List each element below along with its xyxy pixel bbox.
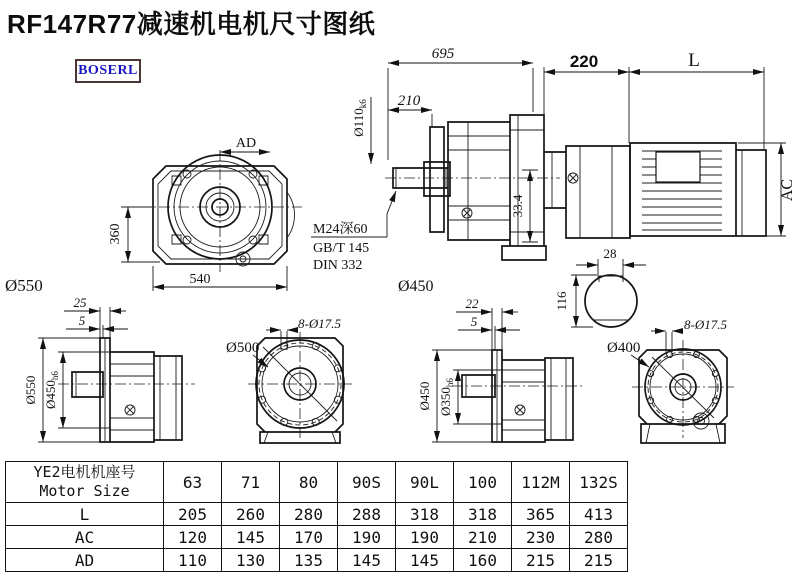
dim-210: 210 [397,93,421,109]
dim-dia450: Ø450 [417,381,432,411]
shaft-section-circle [585,275,637,327]
flange-inner-details [158,171,295,259]
dim-334: 33.4 [510,194,525,218]
label-dia550: Ø550 [5,276,43,295]
bolt-hole [249,236,257,244]
column-header: 112M [512,462,570,503]
ext-lines-bolt-hole [666,332,672,352]
table-row [6,503,628,526]
table-cell: 318 [454,503,512,526]
dim-695: 695 [431,46,455,62]
motor-nameplate [656,152,700,182]
header-en: Motor Size [39,482,130,500]
table-cell: 260 [222,503,280,526]
standard-gb: GB/T 145 [313,241,370,256]
column-header: 90L [396,462,454,503]
table-cell: 120 [164,526,222,549]
column-header: 90S [338,462,396,503]
table-cell: 280 [280,503,338,526]
gear-unit-outline [393,115,630,260]
label-dia500: Ø500 [226,340,260,356]
label-dia400: Ø400 [607,340,641,356]
table-cell: 210 [454,526,512,549]
table-cell: 215 [570,549,628,572]
thread-note-leader [387,191,396,214]
shaft-key-section [554,246,646,327]
row-label-cell: L [6,503,164,526]
label-bolt-holes: 8-Ø17.5 [684,317,727,332]
outline [72,338,182,442]
dim-220: 220 [569,52,599,71]
table-cell: 130 [222,549,280,572]
table-cell: 145 [222,526,280,549]
table-cell: 288 [338,503,396,526]
column-header: 100 [454,462,512,503]
table-cell: 318 [396,503,454,526]
table-cell: 145 [396,549,454,572]
page-title: RF147R77减速机电机尺寸图纸 [7,9,376,39]
table-cell: 160 [454,549,512,572]
table-row [6,526,628,549]
bolt-hole [183,236,191,244]
key-flat-lines [593,276,629,320]
label-dia450: Ø450 [398,278,434,295]
details [466,350,566,442]
ext-lines-22 [492,308,502,350]
column-header: 71 [222,462,280,503]
flange-small-side-view [417,296,585,442]
ext-lines-360 [121,207,160,262]
column-header: 132S [570,462,628,503]
dim-25: 25 [73,295,87,310]
dim-22: 22 [465,296,479,311]
table-cell: 230 [512,526,570,549]
table-row [6,549,628,572]
ext-lines-bolt-hole [281,331,287,350]
table-cell: 145 [338,549,396,572]
table-cell: 170 [280,526,338,549]
flange-large-front-view [226,316,352,443]
dim-L: L [688,50,700,71]
dim-dia550: Ø550 [23,375,38,405]
gear-unit-side-view [311,46,796,295]
dim-AC: AC [779,178,796,202]
table-cell: 190 [338,526,396,549]
details [76,338,176,442]
table-cell: 280 [570,526,628,549]
table-cell: 365 [512,503,570,526]
table-cell: 413 [570,503,628,526]
gearbox-front-view [5,136,302,295]
brand-logo-text: BOSERL [78,63,138,78]
thread-note: M24深60 [313,222,368,237]
dim-540: 540 [189,272,211,287]
table-header-row [6,462,628,503]
gear-unit-details [396,115,612,246]
motor-size-table [5,461,628,572]
dim-28: 28 [603,246,617,261]
dim-116: 116 [554,291,569,311]
dim-360: 360 [108,223,123,245]
table-cell: 215 [512,549,570,572]
ext-lines-695 [388,68,533,160]
column-header: 63 [164,462,222,503]
plug-symbol-cross [463,209,471,217]
table-header-cell [6,462,164,503]
column-header: 80 [280,462,338,503]
standard-din: DIN 332 [313,258,363,273]
table-cell: 110 [164,549,222,572]
row-label-cell: AD [6,549,164,572]
table-cell: 135 [280,549,338,572]
ext-lines-220 [544,67,629,150]
plug-symbol-cross [569,174,577,182]
table-cell: 205 [164,503,222,526]
row-label-cell: AC [6,526,164,549]
outline [462,350,573,442]
shaft-diameter-label: $Ø110_{k6}$ [351,99,368,137]
dim-dia450h6: $Ø450_{h6}$ [43,371,60,409]
dim-dia350h6: $Ø350_{h6}$ [438,378,455,416]
table-cell: 190 [396,526,454,549]
flange-small-front-view [607,317,734,443]
ext-lines-25 [100,307,110,338]
header-cn: YE2电机机座号 [33,463,136,482]
dim-5: 5 [78,313,86,328]
flange-large-side-view [23,295,195,442]
label-bolt-holes: 8-Ø17.5 [298,316,341,331]
dim-5: 5 [470,314,478,329]
dim-AD: AD [235,136,257,151]
